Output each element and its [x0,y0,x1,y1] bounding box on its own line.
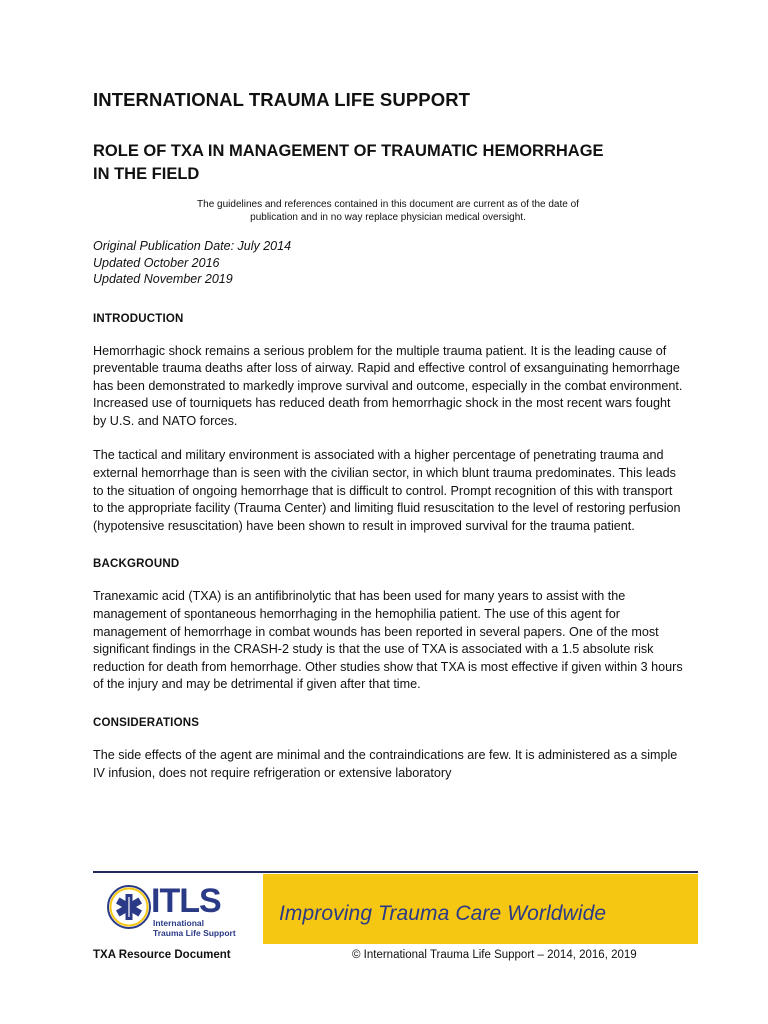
considerations-paragraph: The side effects of the agent are minimal and the contraindications are few. It is administered as a simple IV infusion, does not require refrigeration or extensive laboratory [93,748,678,780]
footer-banner [93,874,698,944]
tagline-box [263,874,698,944]
footer-divider [93,871,698,873]
considerations-heading: CONSIDERATIONS [93,717,200,729]
update-date-2: Updated November 2019 [93,272,233,286]
star-of-life-icon [107,885,151,929]
disclaimer-line-2: publication and in no way replace physician medical oversight. [250,212,526,223]
footer-copyright: © International Trauma Life Support – 2014, 2016, 2019 [352,949,637,961]
disclaimer-line-1: The guidelines and references contained in this document are current as of the date of [197,199,579,210]
introduction-paragraph-2: The tactical and military environment is associated with a higher percentage of penetrating trauma and external hemorrhage than is seen with the civilian sector, in which blunt trauma predominates. This leads to the situation of ongoing hemorrhage that is difficult to control. Prompt recognition of this with transport to the appropriate facility (Trauma Center) and limiting fluid resuscitation to the level of restoring perfusion (hypotensive resuscitation) have been shown to result in improved survival for the trauma patient. [93,448,681,533]
itls-logo-subtitle [153,918,236,938]
subtitle-line-2: IN THE FIELD [93,165,200,183]
itls-logo-text: ITLS [151,882,221,920]
footer-document-label: TXA Resource Document [93,949,231,961]
background-paragraph: Tranexamic acid (TXA) is an antifibrinolytic that has been used for many years to assist with the management of spontaneous hemorrhaging in the hemophilia patient. The use of this agent for management of hemorrhage in combat wounds has been reported in several papers. One of the most significant findings in the CRASH-2 study is that the use of TXA is associated with a 1.5 absolute risk reduction for death from hemorrhage. Other studies show that TXA is most effective if given within 3 hours of the injury and may be detrimental if given after that time. [93,589,683,692]
logo-sub-line-1: International [153,918,205,928]
update-date-1: Updated October 2016 [93,255,220,270]
logo-sub-line-2: Trauma Life Support [153,928,236,938]
introduction-paragraph-1: Hemorrhagic shock remains a serious problem for the multiple trauma patient. It is the leading cause of preventable trauma deaths after loss of airway. Rapid and effective control of exsanguinating hemorrhage has been demonstrated to markedly improve survival and outcome, especially in the combat environment. Increased use of tourniquets has reduced death from hemorrhagic shock in the most recent wars fought by U.S. and NATO forces. [93,343,683,428]
document-title: INTERNATIONAL TRAUMA LIFE SUPPORT [93,89,471,110]
background-heading: BACKGROUND [93,558,180,571]
document-subtitle [93,140,653,186]
original-publication-date: Original Publication Date: July 2014 [93,239,292,253]
itls-logo [93,874,263,944]
publication-dates [93,238,683,288]
tagline: Improving Trauma Care Worldwide [279,902,607,925]
introduction-heading: INTRODUCTION [93,312,184,325]
subtitle-line-1: ROLE OF TXA IN MANAGEMENT OF TRAUMATIC HEMORRHAGE [93,142,604,160]
disclaimer [93,198,683,224]
document-body [93,88,683,782]
